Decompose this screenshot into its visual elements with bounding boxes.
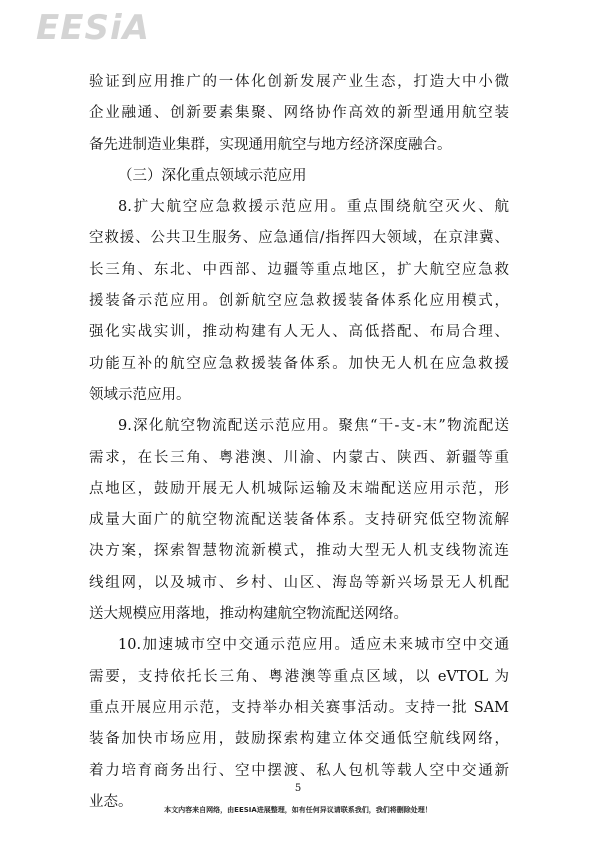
- paragraph-line: 强化实战实训，推动构建有人无人、高低搭配、布局合理、: [89, 324, 509, 341]
- paragraph-line: 援装备示范应用。创新航空应急救援装备体系化应用模式，: [89, 293, 509, 310]
- paragraph-line: 线组网，以及城市、乡村、山区、海岛等新兴场景无人机配: [89, 574, 509, 591]
- paragraph-line: 装备加快市场应用，鼓励探索构建立体交通低空航线网络，: [89, 731, 509, 748]
- paragraph-line: 重点开展应用示范，支持举办相关赛事活动。支持一批 SAM: [89, 699, 509, 716]
- paragraph-line: 需求，在长三角、粤港澳、川渝、内蒙古、陕西、新疆等重: [89, 449, 509, 466]
- paragraph-line: 备先进制造业集群，实现通用航空与地方经济深度融合。: [89, 136, 452, 153]
- paragraph-line: 企业融通、创新要素集聚、网络协作高效的新型通用航空装: [89, 105, 509, 122]
- eesia-watermark-logo: EESiA: [36, 8, 150, 48]
- paragraph-line: 决方案，探索智慧物流新模式，推动大型无人机支线物流连: [89, 543, 509, 560]
- paragraph-line: 业态。: [89, 793, 133, 810]
- footer-disclaimer: 本文内容来自网络，由EESIA进展整理，如有任何异议请联系我们，我们将删除处理！: [164, 806, 432, 814]
- paragraph-line: 8.扩大航空应急救援示范应用。重点围绕航空灭火、航: [118, 199, 509, 216]
- page-number: 5: [294, 783, 302, 794]
- paragraph-line: 验证到应用推广的一体化创新发展产业生态，打造大中小微: [89, 74, 509, 90]
- paragraph-line: 领域示范应用。: [89, 386, 191, 403]
- paragraph-line: 9.深化航空物流配送示范应用。聚焦“干-支-末”物流配送: [118, 418, 509, 435]
- paragraph-line: 空救援、公共卫生服务、应急通信/指挥四大领域，在京津冀、: [89, 230, 509, 247]
- paragraph-line: 成量大面广的航空物流配送装备体系。支持研究低空物流解: [89, 512, 509, 529]
- paragraph-line: 功能互补的航空应急救援装备体系。加快无人机在应急救援: [89, 355, 509, 372]
- paragraph-line: 需要，支持依托长三角、粤港澳等重点区域，以 eVTOL 为: [89, 668, 509, 685]
- paragraph-line: 长三角、东北、中西部、边疆等重点地区，扩大航空应急救: [89, 261, 509, 278]
- paragraph-line: 着力培育商务出行、空中摆渡、私人包机等载人空中交通新: [89, 762, 509, 779]
- section-heading: （三）深化重点领域示范应用: [118, 167, 307, 184]
- document-body: [89, 67, 509, 818]
- paragraph-line: 10.加速城市空中交通示范应用。适应未来城市空中交通: [118, 637, 509, 654]
- paragraph-line: 送大规模应用落地，推动构建航空物流配送网络。: [89, 606, 408, 623]
- paragraph-line: 点地区，鼓励开展无人机城际运输及末端配送应用示范，形: [89, 480, 509, 497]
